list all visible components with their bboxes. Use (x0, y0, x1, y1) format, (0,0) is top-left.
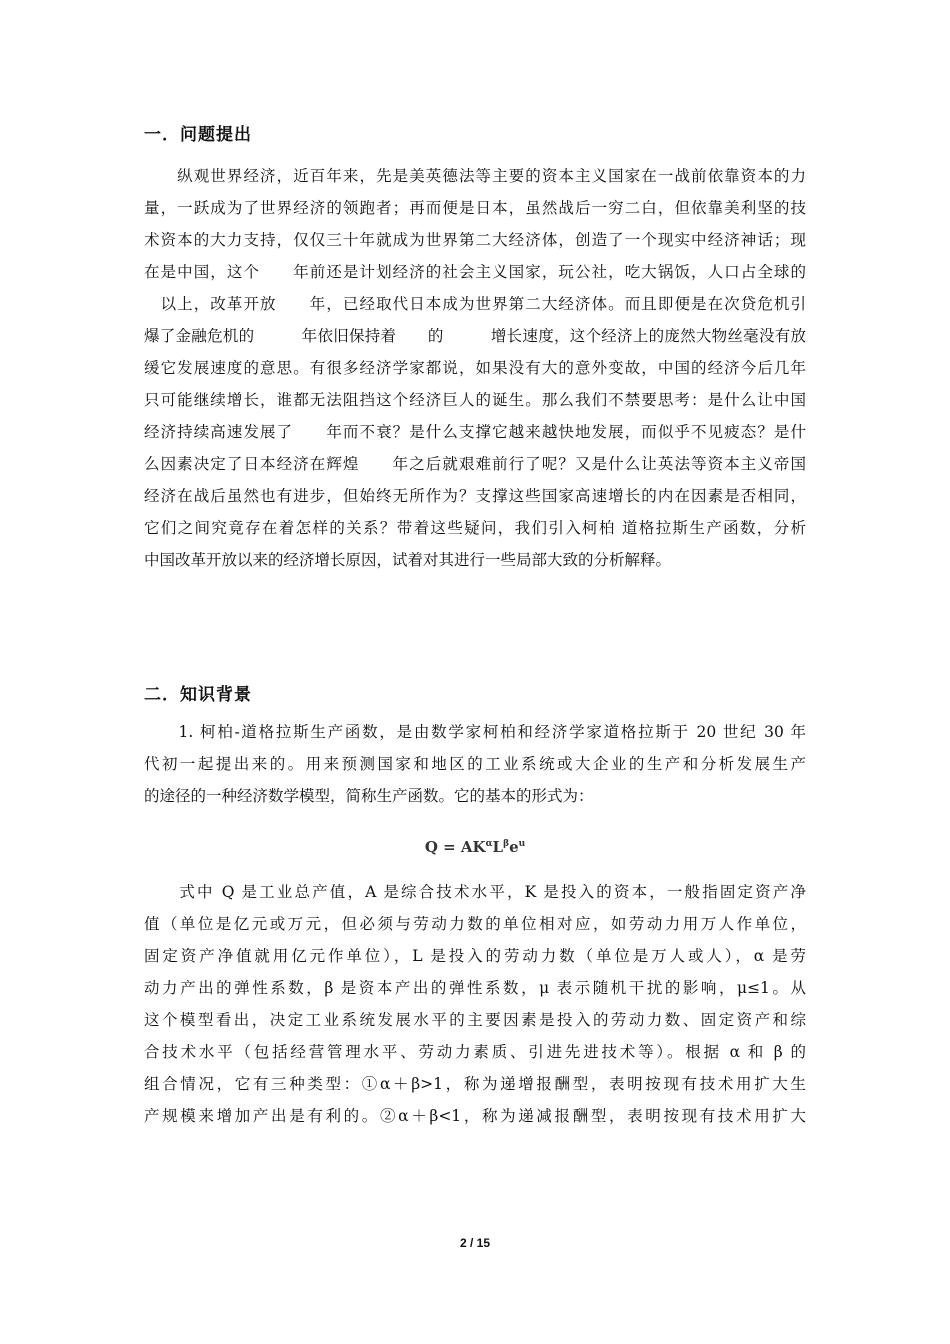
text-line: 中国改革开放以来的经济增长原因，试着对其进行一些局部大致的分析解释。 (144, 551, 672, 569)
text-line: 合技术水平（包括经营管理水平、劳动力素质、引进先进技术等）。根据 α 和 β 的 (144, 1043, 806, 1061)
section-1-paragraph (144, 160, 806, 576)
production-function-formula: $Q = AK^\alpha L^\beta e^u$ (424, 838, 526, 856)
text-line: 组合情况，它有三种类型：①α＋β>1，称为递增报酬型，表明按现有技术用扩大生 (144, 1075, 806, 1093)
section-heading-1: 一．问题提出 (144, 125, 252, 145)
text-line: 动力产出的弹性系数，β 是资本产出的弹性系数，μ 表示随机干扰的影响，μ≤1。从 (144, 979, 806, 997)
page-number: 2 / 15 (459, 1236, 491, 1250)
text-line: 只可能继续增长，谁都无法阻挡这个经济巨人的诞生。那么我们不禁要思考：是什么让中国 (144, 391, 806, 409)
text-line: 式中 Q 是工业总产值，A 是综合技术水平，K 是投入的资本，一般指固定资产净 (144, 883, 806, 901)
section-2-paragraph-a (144, 716, 806, 812)
text-line: 产规模来增加产出是有利的。②α＋β<1，称为递减报酬型，表明按现有技术用扩大 (144, 1107, 806, 1125)
text-line: 这个模型看出，决定工业系统发展水平的主要因素是投入的劳动力数、固定资产和综 (144, 1011, 806, 1029)
section-heading-2: 二．知识背景 (144, 685, 252, 705)
text-line: 1. 柯柏-道格拉斯生产函数，是由数学家柯柏和经济学家道格拉斯于 20 世纪 30 年 (144, 723, 806, 741)
text-line: 经济持续高速发展了 年而不衰？是什么支撑它越来越快地发展，而似乎不见疲态？是什 (144, 423, 806, 441)
text-line: 经济在战后虽然也有进步，但始终无所作为？支撑这些国家高速增长的内在因素是否相同， (144, 487, 806, 505)
text-line: 么因素决定了日本经济在辉煌 年之后就艰难前行了呢？又是什么让英法等资本主义帝国 (144, 455, 806, 473)
text-line: 术资本的大力支持，仅仅三十年就成为世界第二大经济体，创造了一个现实中经济神话；现 (144, 231, 806, 249)
text-line: 缓它发展速度的意思。有很多经济学家都说，如果没有大的意外变故，中国的经济今后几年 (144, 359, 806, 377)
text-line: 固定资产净值就用亿元作单位），L 是投入的劳动力数（单位是万人或人），α 是劳 (144, 947, 806, 965)
text-line: 的途径的一种经济数学模型，简称生产函数。它的基本的形式为： (144, 787, 594, 805)
section-2-paragraph-b (144, 876, 806, 1132)
text-line: 爆了金融危机的 年依旧保持着 的 增长速度，这个经济上的庞然大物丝毫没有放 (144, 327, 806, 345)
text-line: 量，一跃成为了世界经济的领跑者；再而便是日本，虽然战后一穷二白，但依靠美利坚的技 (144, 199, 806, 217)
text-line: 代初一起提出来的。用来预测国家和地区的工业系统或大企业的生产和分析发展生产 (144, 755, 806, 773)
text-line: 在是中国，这个 年前还是计划经济的社会主义国家，玩公社，吃大锅饭，人口占全球的 (144, 263, 806, 281)
text-line: 纵观世界经济，近百年来，先是美英德法等主要的资本主义国家在一战前依靠资本的力 (144, 167, 806, 185)
text-line: 以上，改革开放 年，已经取代日本成为世界第二大经济体。而且即便是在次贷危机引 (144, 295, 806, 313)
text-line: 它们之间究竟存在着怎样的关系？带着这些疑问，我们引入柯柏 道格拉斯生产函数，分析 (144, 519, 806, 537)
text-line: 值（单位是亿元或万元，但必须与劳动力数的单位相对应，如劳动力用万人作单位， (144, 915, 806, 933)
